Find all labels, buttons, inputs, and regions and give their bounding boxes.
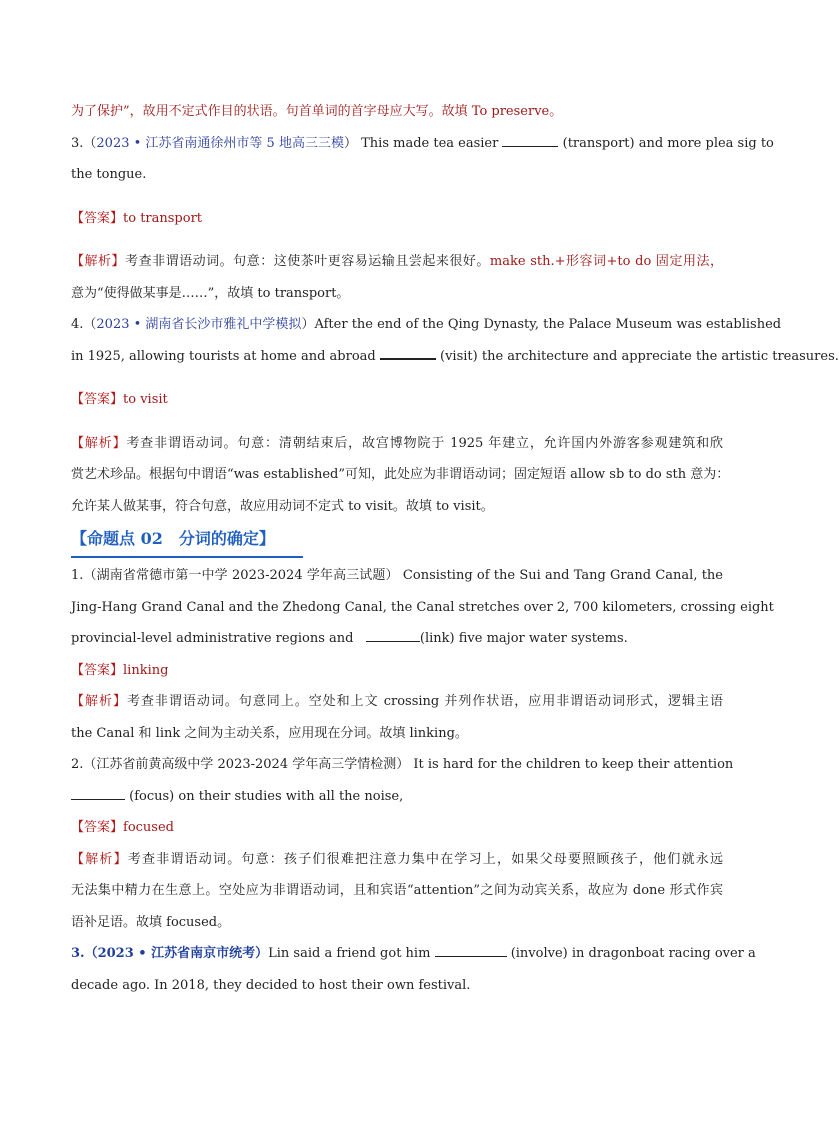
analysis-line-2: 意为“使得做某事是……”，故填 to transport。 <box>71 285 350 301</box>
analysis-line-2: 无法集中精力在生意上。空处应为非谓语动词，且和宾语“attention”之间为动宾关系，故应为 done 形式作宾 <box>71 883 723 898</box>
analysis-line-3: 语补足语。故填 focused。 <box>71 914 231 930</box>
question-3b-line-1: 3.（2023 • 江苏省南京市统考）Lin said a friend got him (involve) in dragonboat racing over a <box>71 946 756 961</box>
analysis-line-3: 允许某人做某事，符合句意，故应用动词不定式 to visit。故填 to visit。 <box>71 498 494 514</box>
question-source: 江苏省前黄高级中学 2023-2024 学年高三学情检测 <box>96 757 397 772</box>
question-3-line-2: the tongue. <box>71 167 147 182</box>
answer-blank <box>502 134 558 147</box>
analysis-continuation: 为了保护”，故用不定式作目的状语。句首单词的首字母应大写。故填 To preserve。 <box>71 104 563 119</box>
question-1-line-2: Jing-Hang Grand Canal and the Zhedong Canal, the Canal stretches over 2, 700 kilometers, crossing eight <box>71 599 774 615</box>
analysis-line-1: 【解析】考查非谓语动词。句意：清朝结束后，故宫博物院于 1925 年建立，允许国内外游客参观建筑和欣 <box>71 435 723 451</box>
analysis-line-1: 【解析】考查非谓语动词。句意：这使茶叶更容易运输且尝起来很好。make sth.+形容词+to do 固定用法， <box>71 254 723 269</box>
analysis-line-2: 赏艺术珍品。根据句中谓语“was established”可知，此处应为非谓语动词；固定短语 allow sb to do sth 意为： <box>71 467 730 482</box>
question-4-line-2: in 1925, allowing tourists at home and abroad (visit) the architecture and appreciate the artistic treasures. <box>71 341 723 373</box>
question-2-line-2: (focus) on their studies with all the noise, <box>71 781 723 813</box>
answer-line: 【答案】to transport <box>71 210 203 226</box>
question-2-line-1: 2.（江苏省前黄高级中学 2023-2024 学年高三学情检测） It is hard for the children to keep their attention <box>71 757 734 772</box>
answer-line: 【答案】to visit <box>71 392 168 407</box>
question-source: 2023 • 江苏省南通徐州市等 5 地高三三模 <box>96 135 344 151</box>
question-1-line-3: provincial-level administrative regions and (link) five major water systems. <box>71 631 628 646</box>
analysis-line-1: 【解析】考查非谓语动词。句意：孩子们很难把注意力集中在学习上，如果父母要照顾孩子，他们就永远 <box>71 851 723 867</box>
answer-line: 【答案】linking <box>71 662 169 678</box>
answer-blank <box>380 346 436 360</box>
answer-blank <box>71 787 125 800</box>
analysis-line-2: the Canal 和 link 之间为主动关系，应用现在分词。故填 linking。 <box>71 725 468 741</box>
question-source: 湖南省常德市第一中学 2023-2024 学年高三试题 <box>96 568 386 583</box>
question-source: 3.（2023 • 江苏省南京市统考） <box>71 946 269 961</box>
answer-line: 【答案】focused <box>71 820 174 835</box>
section-heading: 【命题点 02 分词的确定】 <box>71 522 303 558</box>
answer-blank <box>366 629 420 642</box>
document-page <box>71 96 839 1001</box>
question-source: 2023 • 湖南省长沙市雅礼中学模拟 <box>96 317 302 332</box>
question-4-line-1: 4.（2023 • 湖南省长沙市雅礼中学模拟）After the end of the Qing Dynasty, the Palace Museum was established <box>71 317 782 332</box>
analysis-line-1: 【解析】考查非谓语动词。句意同上。空处和上文 crossing 并列作状语，应用非谓语动词形式，逻辑主语 <box>71 694 723 709</box>
question-1-line-1: 1.（湖南省常德市第一中学 2023-2024 学年高三试题） Consisting of the Sui and Tang Grand Canal, the <box>71 568 723 583</box>
question-3b-line-2: decade ago. In 2018, they decided to host their own festival. <box>71 977 471 993</box>
answer-blank <box>435 944 507 957</box>
question-3-line-1: 3.（2023 • 江苏省南通徐州市等 5 地高三三模） This made tea easier (transport) and more plea sig to <box>71 135 774 151</box>
